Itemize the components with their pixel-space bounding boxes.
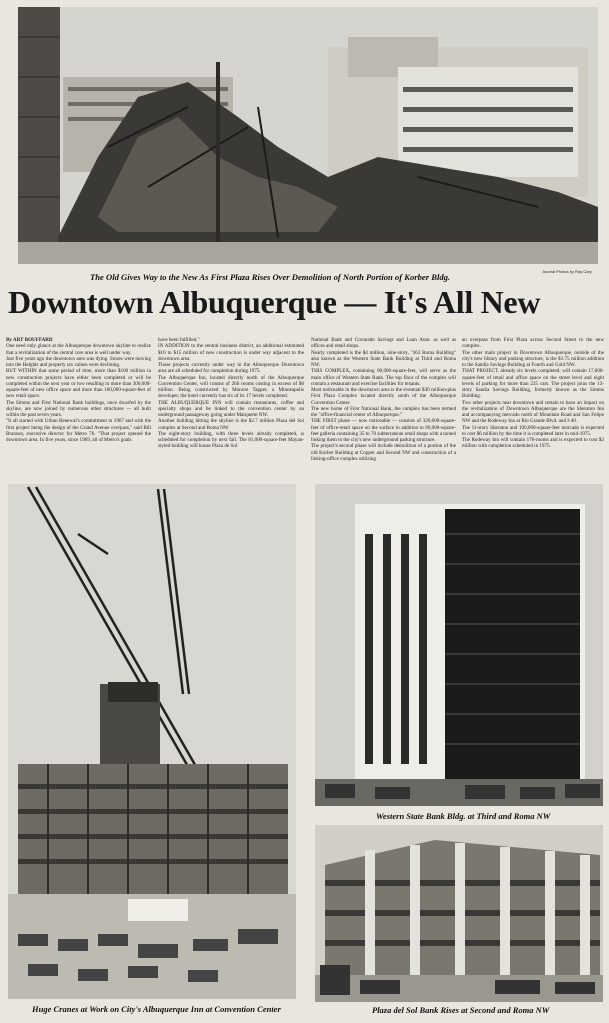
paragraph: The eight-story building, with three levels already completed, is scheduled for completion by next fall. The 81,000-square-feet Mayan-styled building will house Plaza de Sol: [158, 430, 304, 450]
byline: By ART BOUFFARD: [6, 337, 53, 343]
top-photo-caption: The Old Gives Way to the New As First Plaza Rises Over Demolition of North Portion of Korber Bldg.: [90, 272, 451, 282]
article-column-1: [6, 337, 151, 475]
paragraph: The Albuquerque Inn, located directly north of the Albuquerque Convention Center, will consist of 266 rooms costing in excess of $6 million. Being constructed by Monroe Tapper, a Minneapolis developer, the hotel currently has six of its 17 levels completed.: [158, 374, 304, 400]
cranes-caption: Huge Cranes at Work on City's Albuquerque Inn at Convention Center: [32, 1004, 281, 1014]
paragraph: The other main project in Downtown Albuquerque, outside of the city's new library and parking structure, is the $1.75 million addition to the Sandia Savings Building at Fourth and Gold NW.: [462, 349, 604, 368]
page-headline: Downtown Albuquerque — It's All New: [8, 284, 541, 320]
paragraph: National Bank and Coronado Savings and Loan Assn. as well as offices and retail shops.: [311, 337, 456, 350]
paragraph: The Rodeway Inn will contain 176-rooms and is expected to cost $2 million with completion scheduled in 1975.: [462, 437, 604, 450]
plaza-del-sol-caption: Plaza del Sol Bank Rises at Second and Roma NW: [372, 1005, 550, 1015]
bank-building-caption: Western State Bank Bldg. at Third and Roma NW: [376, 811, 551, 821]
paragraph: One need only glance at the Albuquerque downtown skyline to realize that a revitalization of the central core area is well under way.: [6, 343, 151, 356]
paragraph: BUT WITHIN that same period of time, more than $100 million in new construction projects have either been completed or will be completed within the next year or two resulting in more than 300,000-square-feet of new office space and more than 100,000-square-feet of new retail space.: [6, 368, 151, 400]
plaza-del-sol-photo: [315, 825, 603, 1002]
paragraph: The 11-story Sheraton and 100,000-square-feet mercado is expected to cost $6 million by the time it is completed later in mid-1975.: [462, 424, 604, 437]
paragraph: Just five years ago the downtown area was dying. Stores were moving into the Heights and property tax values were declining.: [6, 355, 151, 368]
paragraph: The new home of First National Bank, the complex has been termed the "office-financial center of Albuquerque.": [311, 405, 456, 418]
paragraph: Most noticeable in the downtown area is the eventual $30 million-plus First Plaza Complex located directly south of the Albuquerque Convention Center.: [311, 387, 456, 406]
article-column-2: [158, 337, 304, 475]
paragraph: an overpass from First Plaza across Second Street to the new complex.: [462, 337, 604, 350]
paragraph: IN ADDITION to the central business district, an additional estimated $10 to $15 million of new construction is under way adjacent to the downtown area.: [158, 343, 304, 362]
paragraph: THIS COMPLEX, containing 80,000-square-feet, will serve as the main office of Western State Bank. The top floor of the complex will contain a restaurant and exercise facilities for tenants.: [311, 368, 456, 387]
paragraph: Those projects currently under way in the Albuquerque Downtown area are all scheduled for completion during 1975.: [158, 362, 304, 375]
paragraph: The project's second phase will include demolition of a portion of the old Korber Building at Copper and Second NW and construction of a linking-office complex utilizing: [311, 443, 456, 462]
paragraph: "It all started with Urban Renewal's commitment in 1967 and with the first project being the design of the Grand Avenue overpass," said Bill Branson, executive director for Metro 76. "That project opened the downtown area. In five years, since 1969, all of Metro's goals: [6, 418, 151, 443]
paragraph: THE ALBUQUERQUE INN will contain restaurants, coffee and specialty shops and be linked to the convention center by an underground passageway going under Marquette NW.: [158, 399, 304, 418]
paragraph: Another building hitting the skyline is the $2.7 million Plaza del Sol complex at Second and Roma NW.: [158, 418, 304, 431]
paragraph: THE FIRST phase — now noticeable — consists of 320,000-square-feet of office-retail space on the surface in addition to 80,000-square-feet galleria containing 35 to 70 subterranean retail shops with a tunnel linking them to the city's new underground parking structure.: [311, 418, 456, 443]
photo-credit: Journal Photos by Ray Cary: [542, 269, 592, 274]
paragraph: Two other projects near downtown and certain to have an impact on the revitalization of Downtown Albuquerque are the Sheraton Inn and accompanying mercado north of Mountain Road and San Felipe NW and the Rodeway Inn at Rio Grande Blvd. and I-40.: [462, 399, 604, 425]
paragraph: Nearly completed is the $4 million, nine-story, "363 Roma Building" also known as the Western State Bank Building at Third and Roma NW.: [311, 349, 456, 368]
demolition-photo: [18, 7, 598, 264]
paragraph: The Simms and First National Bank buildings, once dwarfed by the skyline, are now joined by numerous other structures — all built within the past seven years.: [6, 399, 151, 418]
bank-building-photo: [315, 484, 603, 806]
paragraph: have been fulfilled.": [158, 337, 200, 343]
cranes-photo: [8, 484, 296, 999]
article-column-3: [311, 337, 456, 475]
article-column-4: [462, 337, 604, 475]
paragraph: THAT PROJECT, already six levels completed, will contain 17,000-square-feet of retail and office space on the street level and eight levels of parking for more than 225 cars. The project joins the 13-story Sandia Savings Building, formerly known as the Simms Building.: [462, 368, 604, 400]
